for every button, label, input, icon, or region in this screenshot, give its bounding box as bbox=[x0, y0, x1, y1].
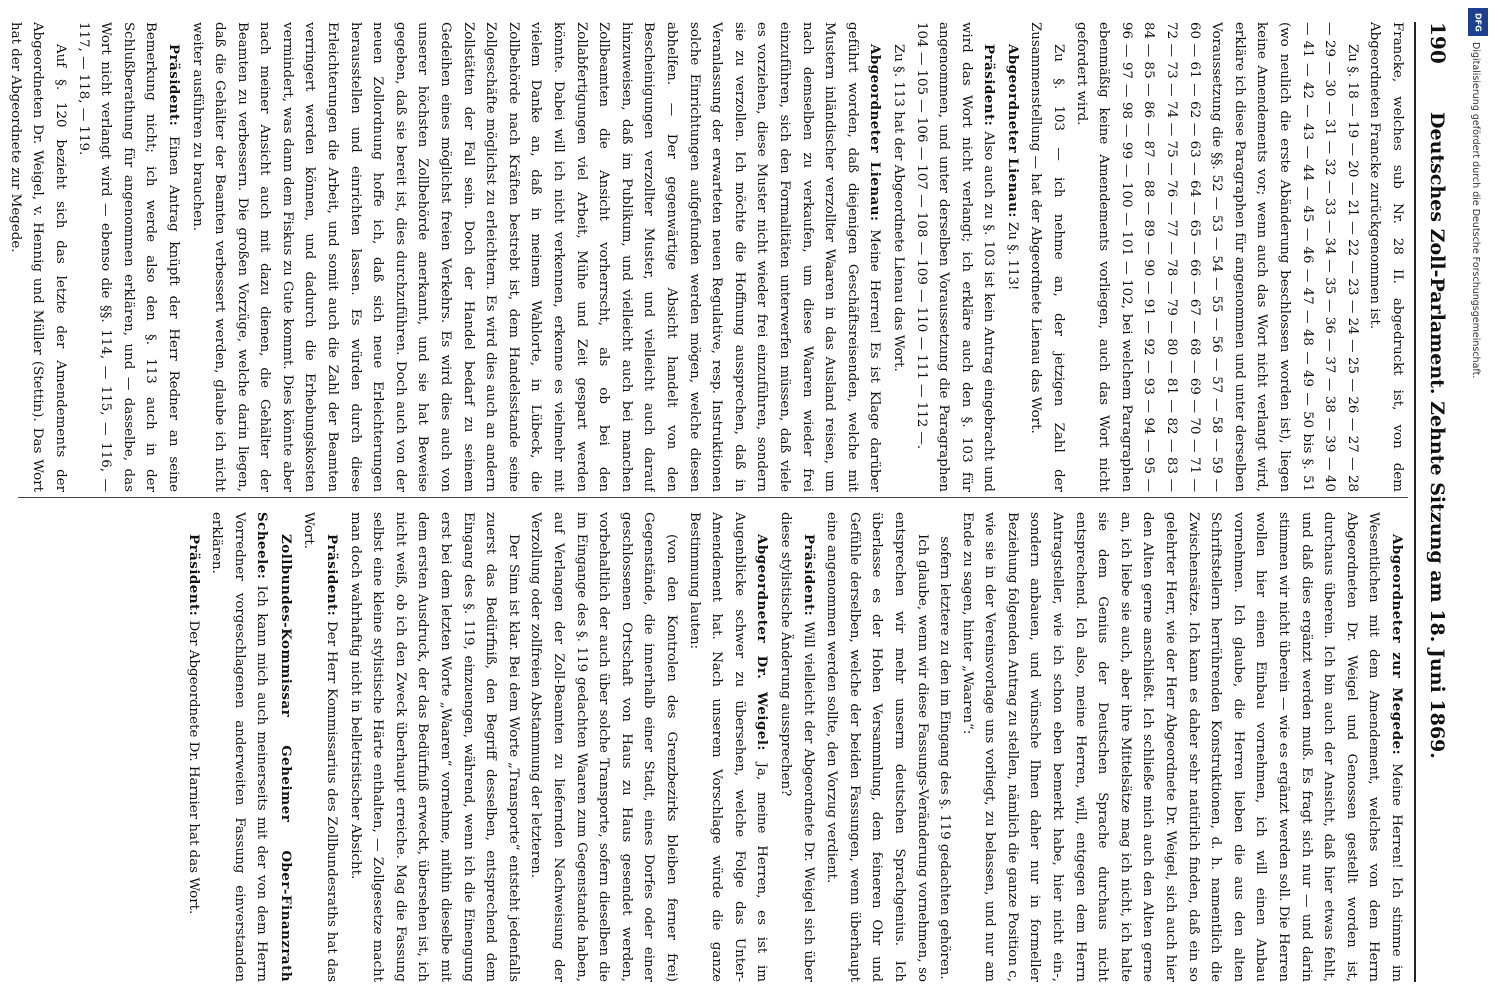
paragraph bbox=[1363, 22, 1408, 492]
paragraph-text: (von den Kontrolen des Grenzbezirks bleiben ferner frei) Gegenstände, die innerhalb einer Stadt, eines Dorfes oder einer geschlossenen Ortschaft von Haus zu Haus gesendet werden, vorbehaltlich der auch über solche Transporte, sofern dieselben die im Eingange des §. 119 gedachten Waaren zum Gegenstande haben, auf Verlangen der Zoll-Beamten zu liefernden Nachweisung der Verzollung oder zollfreien Abstammung der letzteren. bbox=[528, 512, 679, 982]
paragraph bbox=[181, 512, 205, 982]
speaker-name: Präsident: bbox=[185, 534, 202, 617]
dfg-watermark-text: Digitalisierung gefördert durch die Deutsche Forschungsgemeinschaft. bbox=[1470, 42, 1481, 379]
paragraph-text: Auf §. 120 bezieht sich das letzte der Amendements der Abgeordneten Dr. Weigel, v. Hennig und Müller (Stettin). Das Wort hat der Abgeordnete zur Megede. bbox=[8, 22, 68, 492]
speaker-name: Präsident: bbox=[324, 534, 341, 617]
paragraph-text: Ja, meine Herren, es ist im Augenblicke schwer zu übersehen, welche Folge das Unter-Amendement hat. Nach unserem Vorschlage würde die ganze Bestimmung lauten: bbox=[686, 512, 770, 982]
speaker-name: Präsident: bbox=[981, 44, 998, 127]
paragraph-text: Meine Herren! Ich stimme im Wesentlichen mit dem Amendement, welches von dem Herrn Abgeordneten Dr. Weigel und Genossen gestellt worden ist, durchaus überein. Ich bin auch der Ansicht, daß hier etwas fehlt, und daß dies ergänzt werden muß. Es fragt sich nur — und darin stimmen wir nicht überein — wie es ergänzt werden soll. Die Herren wollen hier einen Einbau vornehmen, ich will einen Anbau vornehmen. Ich glaube, die Herren lieben die aus den alten Schriftstellern herrührenden Konstruktionen, d. h. namentlich die Zwischensätze. Ich kann es daher sehr natürlich finden, daß ein so gelehrter Herr, wie der Herr Abgeordnete Dr. Weigel, sich auch hier den Alten gerne anschließt. Ich schließe mich auch den Alten gerne an, ich liebe sie auch, aber ihre Mittelsätze mag ich nicht, ich halte sie dem Genius der Deutschen Sprache durchaus nicht entsprechend. Ich also, meine Herren, will, entgegen dem Herrn Antragsteller, wie ich schon eben bemerkt habe, hier nicht ein-, sondern anbauen, und wünsche Ihnen daher nur in formeller Beziehung folgenden Antrag zu stellen, nämlich die ganze Position c, wie sie in der Vereinsvorlage uns vorliegt, zu belassen, und nur am Ende zu sagen, hinter „Waaren“: bbox=[959, 512, 1404, 982]
speaker-name: Abgeordneter Lienau: bbox=[1004, 44, 1021, 218]
page-number: 190 bbox=[1426, 22, 1450, 64]
column-divider bbox=[18, 497, 1408, 498]
paragraph bbox=[71, 22, 185, 492]
paragraph bbox=[773, 512, 819, 982]
paragraph-text: Zu §. 18 — 19 — 20 — 21 — 22 — 23 — 24 — 25 — 26 — 27 — 28 — 29 — 30 — 31 — 32 — 33 — 34 — 35 — 36 — 37 — 38 — 39 — 40 — 41 — 42 — 43 — 44 — 45 — 46 — 47 — 48 — 49 — 50 bis §. 51 (wo neulich die erste Abänderung beschlossen worden ist), liegen keine Amendements vor; wenn auch das Wort nicht verlangt wird, erkläre ich diese Paragraphen für angenommen und unter derselben Voraussetzung die §§. 52 — 53 — 54 — 55 — 56 — 57 — 58 — 59 — 60 — 61 — 62 — 63 — 64 — 65 — 66 — 67 — 68 — 69 — 70 — 71 — 72 — 73 — 74 — 75 — 76 — 77 — 78 — 79 — 80 — 81 — 82 — 83 — 84 — 85 — 86 — 87 — 88 — 89 — 90 — 91 — 92 — 93 — 94 — 95 — 96 — 97 — 98 — 99 — 100 — 101 — 102, bei welchem Paragraphen ebenmäßig keine Amendements vorliegen, auch das Wort nicht gefordert wird. bbox=[1073, 22, 1360, 492]
speaker-name: Zollbundes-Kommissar Geheimer Ober-Finanzrath Scheele: bbox=[254, 512, 294, 982]
paragraph bbox=[1024, 22, 1069, 492]
paragraph bbox=[909, 22, 1000, 492]
page-header bbox=[1414, 22, 1454, 982]
paragraph-text: Francke, welches sub Nr. 28 II. abgedruckt ist, von dem Abgeordneten Francke zurückgenommen ist. bbox=[1367, 22, 1405, 492]
paragraph bbox=[185, 22, 886, 492]
paragraph-text: sofern letztere zu den im Eingang des §. 119 gedachten gehören. bbox=[937, 536, 953, 980]
paragraph bbox=[8, 22, 71, 492]
paragraph-text: Zu §. 113! bbox=[1004, 222, 1020, 291]
paragraph-text: Ich kann mich auch meinerseits mit der von dem Herrn Vorredner vorgeschlagenen anderweiten Fassung einverstanden erklären. bbox=[209, 512, 270, 982]
paragraph-text: Meine Herren! Es ist Klage darüber geführt worden, daß diejenigen Geschäftsreisenden, welche mit Mustern inländischer verzollter Waaren in das Ausland reisen, um nach demselben zu verkaufen, um diese Waaren wieder frei einzuführen, sich den Formalitäten unterwerfen müssen, daß viele es vorziehen, diese Muster nicht wieder frei einzuführen, sondern sie zu verzollen. Ich möchte die Hoffnung aussprechen, daß in Veranlassung der erwarteten neuen Regulative, resp. Instruktionen solche Einrichtungen aufgefunden werden mögen, welche diesen abhelfen. — Der gegenwärtige Absicht handelt von den Bescheinigungen verzollter Muster, und vielleicht auch darauf hinzuweisen, daß im Publikum, und vielleicht auch bei manchen Zollbeamten die Ansicht vorherrscht, als ob bei den Zollabfertigungen viel Arbeit, Mühe und Zeit gespart werden könnte. Dabei will ich nicht verkennen, erkenne es vielmehr mit vielem Danke an, daß in meinem Wahlorte, in Lübeck, die Zollbehörde nach Kräften bestrebt ist, dem Handelsstande seine Zollgeschäfte möglichst zu erleichtern. Es wird dies auch an andern Zollstätten der Fall sein. Doch der Handel bedarf zu seinem Gedeihen eines möglichst freien Verkehrs. Es wird dies auch von unserer höchsten Zollbehörde anerkannt, und sie hat Beweise gegeben, daß sie bereit ist, dies durchzuführen. Doch auch von der neuen Zollordnung hoffe ich, daß sich neue Erleichterungen herausstellen und einrichten lassen. Es würden durch diese Erleichterungen die Arbeit, und somit auch die Zahl der Beamten verringert werden können, und dadurch die Erhebungskosten vermindert, was dann dem Fiskus zu Gute kommt. Dies könnte aber nach meiner Ansicht auch mit dazu dienen, die Gehälter der Beamten zu verbessern. Die großen Vorzüge, welche darin liegen, daß die Gehälter der Beamten verbessert werden, glaube ich nicht weiter ausführen zu brauchen. bbox=[189, 22, 883, 492]
paragraph bbox=[955, 512, 1408, 982]
paragraph-text: Der Herr Kommissarius des Zollbundesraths hat das Wort. bbox=[301, 512, 340, 982]
paragraph bbox=[886, 22, 909, 492]
paragraph bbox=[297, 512, 343, 982]
speaker-name: Abgeordneter zur Megede: bbox=[1389, 534, 1405, 756]
speaker-name: Präsident: bbox=[800, 534, 817, 617]
paragraph-text: Einen Antrag knüpft der Herr Redner an seine Bemerkung nicht; ich werde also den §. 113 auch in der Schlußberathung für angenommen erklären, und — dasselbe, das Wort nicht verlangt wird — ebenso die §§. 114, — 115, — 116, — 117, — 118, — 119. bbox=[75, 22, 181, 492]
paragraph bbox=[682, 512, 773, 982]
paragraph bbox=[933, 512, 956, 982]
dfg-watermark bbox=[1468, 8, 1488, 448]
paragraph bbox=[343, 512, 524, 982]
text-column-right bbox=[8, 512, 1408, 982]
paragraph bbox=[820, 512, 933, 982]
speaker-name: Präsident: bbox=[165, 44, 182, 127]
header-rule bbox=[1414, 22, 1416, 982]
dfg-logo-icon: DFG bbox=[1468, 8, 1488, 36]
paragraph-text: Zu §. 113 hat der Abgeordnete Lienau das Wort. bbox=[890, 44, 906, 372]
paragraph-text: Also auch zu §. 103 ist kein Antrag eingebracht und wird das Wort nicht verlangt; ich erkläre auch den §. 103 für angenommen, und unter derselben Voraussetzung die Paragraphen 104 — 105 — 106 — 107 — 108 — 109 — 110 — 111 — 112 —. bbox=[913, 22, 997, 492]
page-title: Deutsches Zoll-Parlament. Zehnte Sitzung am 18. Juni 1869. bbox=[1426, 112, 1448, 759]
paragraph-text: Der Sinn ist klar. Bei dem Worte „Transporte“ entsteht jedenfalls zuerst das Bedürfniß, den Begriff desselben, entsprechend dem Eingang des §. 119, einzuengen, während, wenn ich die Einengung erst bei dem letzten Worte „Waaren“ vornehme, mithin dieselbe mit dem ersten Ausdruck, der das Bedürfniß erweckt, übersehen ist, ich nicht weiß, ob ich den Zweck überhaupt erreiche. Mag die Fassung selbst eine kleine stylistische Härte enthalten, — Zollgesetze macht man doch wahrhaftig nicht in belletristischer Absicht. bbox=[347, 512, 521, 982]
paragraph-text: Will vielleicht der Abgeordnete Dr. Weigel sich über diese stylistische Änderung aussprechen? bbox=[777, 512, 816, 982]
paragraph bbox=[1069, 22, 1363, 492]
paragraph-text: Zu §. 103 — ich nehme an, der jetzigen Zahl der Zusammenstellung — hat der Abgeordnete Lienau das Wort. bbox=[1028, 22, 1067, 492]
paragraph-text: Ich glaube, wenn wir diese Fassungs-Veränderung vornehmen, so entsprechen wir mehr unserm deutschen Sprachgenius. Ich überlasse es der Hohen Versammlung, dem feineren Ohr und Gefühle derselben, welche der beiden Fassungen, wenn überhaupt eine angenommen werden sollte, den Vorzug verdient. bbox=[824, 512, 930, 982]
paragraph bbox=[1000, 22, 1024, 492]
paragraph bbox=[524, 512, 682, 982]
paragraph-text: Der Abgeordnete Dr. Harnier hat das Wort. bbox=[185, 620, 201, 915]
speaker-name: Abgeordneter Lienau: bbox=[867, 44, 884, 222]
text-column-left bbox=[8, 22, 1408, 492]
speaker-name: Abgeordneter Dr. Weigel: bbox=[754, 534, 771, 751]
paragraph bbox=[205, 512, 297, 982]
